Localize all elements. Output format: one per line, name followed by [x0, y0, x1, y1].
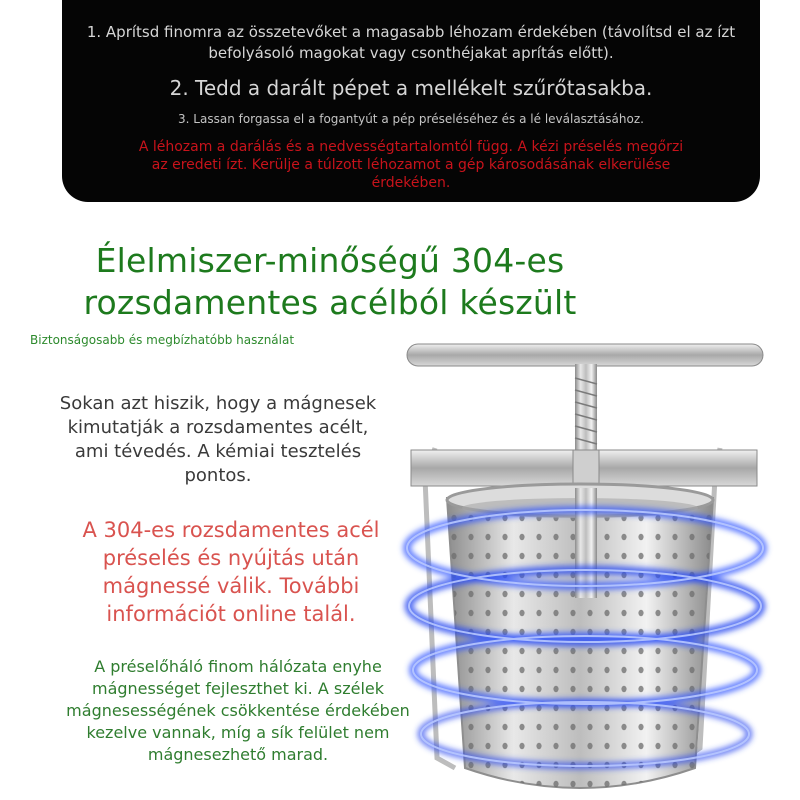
instructions-panel: [62, 0, 760, 202]
instruction-step-3: 3. Lassan forgassa el a fogantyút a pép préseléséhez és a lé leválasztásához.: [178, 112, 644, 126]
juicer-press-image: [395, 338, 795, 800]
mesh-magnetism-text: A préselőháló finom hálózata enyhe mágnességet fejleszthet ki. A szélek mágnesességének csökkentése érdekében kezelve vannak, míg a sík felület nem mágnesezhető marad.: [66, 657, 410, 764]
page-headline: Élelmiszer-minőségű 304-es rozsdamentes acélból készült: [83, 241, 577, 322]
t-handle-bar: [407, 344, 763, 366]
page-subline: Biztonságosabb és megbízhatóbb használat: [30, 333, 295, 347]
instruction-step-2: 2. Tedd a darált pépet a mellékelt szűrőtasakba.: [169, 76, 653, 100]
magnetism-notice-text: A 304-es rozsdamentes acél préselés és nyújtás után mágnessé válik. További információt online talál.: [82, 518, 380, 626]
instruction-step-1: 1. Aprítsd finomra az összetevőket a magasabb léhozam érdekében (távolítsd el az ízt befolyásoló magokat vagy csonthéjakat aprítás előtt).: [86, 23, 736, 62]
instruction-warning: A léhozam a darálás és a nedvességtartalomtól függ. A kézi préselés megőrzi az eredeti ízt. Kerülje a túlzott léhozamot a gép károsodásának elkerülése érdekében.: [138, 139, 684, 191]
magnet-myth-text: Sokan azt hiszik, hogy a mágnesek kimutatják a rozsdamentes acélt, ami tévedés. A kémiai tesztelés pontos.: [59, 393, 377, 486]
